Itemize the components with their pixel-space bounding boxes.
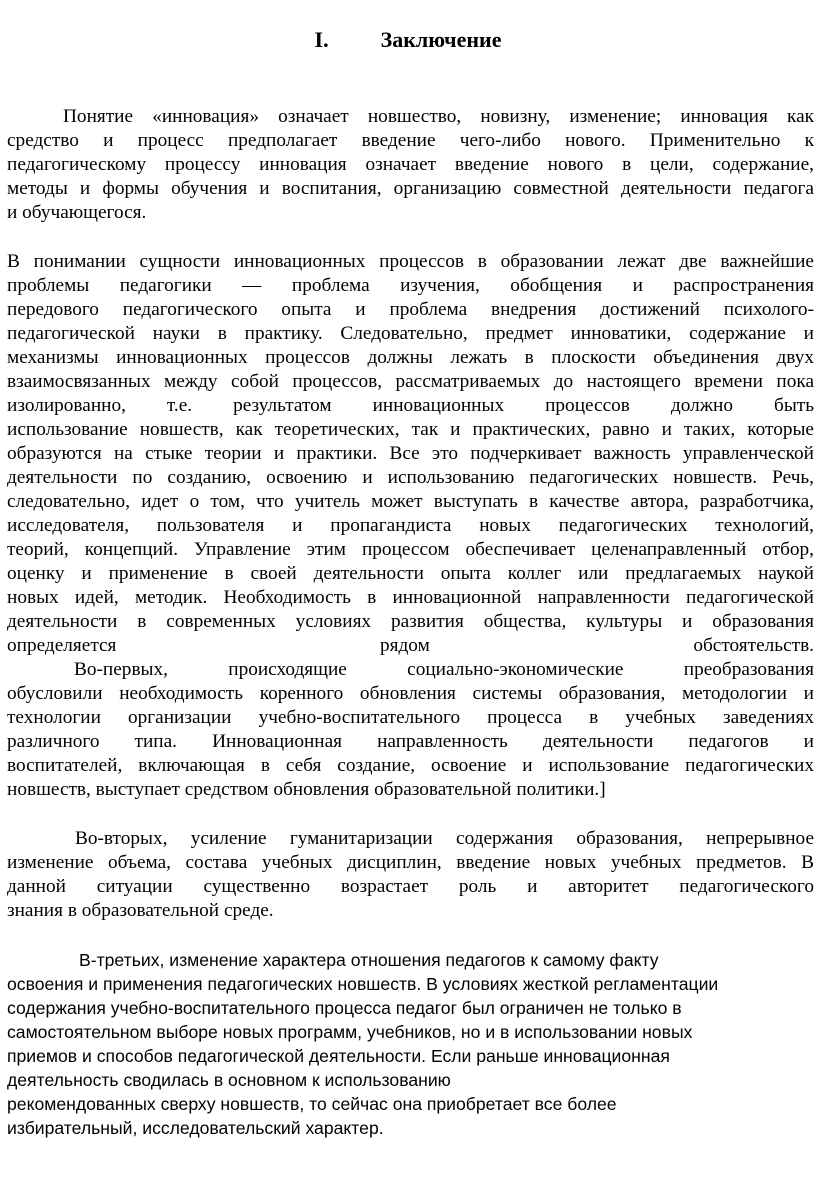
text-line: различного типа. Инновационная направленность деятельности педагогов и xyxy=(7,731,814,752)
text-line: технологии организации учебно-воспитательного процесса в учебных заведениях xyxy=(7,707,814,728)
text-line: механизмы инновационных процессов должны лежать в плоскости объединения двух xyxy=(7,347,814,368)
section-title: Заключение xyxy=(380,27,502,52)
text-line: новых идей, методик. Необходимость в инновационной направленности педагогической xyxy=(7,587,814,608)
text-line: деятельность сводилась в основном к использованию xyxy=(7,1070,451,1090)
text-line: передового педагогического опыта и проблема внедрения достижений психолого- xyxy=(7,299,814,320)
text-line: следовательно, идет о том, что учитель может выступать в качестве автора, разработчика, xyxy=(7,491,814,512)
text-line: и обучающегося. xyxy=(7,202,147,223)
text-line: избирательный, исследовательский характер. xyxy=(7,1118,384,1138)
text-line: приемов и способов педагогической деятельности. Если раньше инновационная xyxy=(7,1046,670,1066)
text-line: содержания учебно-воспитательного процесса педагог был ограничен не только в xyxy=(7,998,682,1018)
text-line: В-третьих, изменение характера отношения педагогов к самому факту xyxy=(79,950,659,970)
text-line: данной ситуации существенно возрастает роль и авторитет педагогического xyxy=(7,876,814,897)
text-line: методы и формы обучения и воспитания, организацию совместной деятельности педагога xyxy=(7,178,814,199)
text-line: исследователя, пользователя и пропагандиста новых педагогических технологий, xyxy=(7,515,814,536)
text-line: теорий, концепций. Управление этим процессом обеспечивает целенаправленный отбор, xyxy=(7,539,814,560)
text-line: использование новшеств, как теоретических, так и практических, равно и таких, которые xyxy=(7,419,814,440)
text-line: самостоятельном выборе новых программ, учебников, но и в использовании новых xyxy=(7,1022,693,1042)
text-line: обусловили необходимость коренного обновления системы образования, методологии и xyxy=(7,683,814,704)
text-line: новшеств, выступает средством обновления образовательной политики.] xyxy=(7,779,606,800)
text-line: Во-вторых, усиление гуманитаризации содержания образования, непрерывное xyxy=(75,828,814,849)
text-line: деятельности в современных условиях развития общества, культуры и образования xyxy=(7,611,814,632)
text-line: определяется рядом обстоятельств. xyxy=(7,635,814,656)
text-line: педагогическому процессу инновация означает введение нового в цели, содержание, xyxy=(7,154,814,175)
text-line: проблемы педагогики — проблема изучения, обобщения и распространения xyxy=(7,275,814,296)
text-line: воспитателей, включающая в себя создание, освоение и использование педагогических xyxy=(7,755,814,776)
text-line: освоения и применения педагогических новшеств. В условиях жесткой регламентации xyxy=(7,974,719,994)
text-line: изменение объема, состава учебных дисциплин, введение новых учебных предметов. В xyxy=(7,852,814,873)
text-line: знания в образовательной среде. xyxy=(7,900,274,921)
text-line: образуются на стыке теории и практики. Все это подчеркивает важность управленческой xyxy=(7,443,814,464)
text-line: средство и процесс предполагает введение чего-либо нового. Применительно к xyxy=(7,130,814,151)
text-line: Во-первых, происходящие социально-экономические преобразования xyxy=(74,659,814,680)
text-line: оценку и применение в своей деятельности опыта коллег или предлагаемых наукой xyxy=(7,563,814,584)
text-line: рекомендованных сверху новшеств, то сейчас она приобретает все более xyxy=(7,1094,617,1114)
text-line: деятельности по созданию, освоению и использованию педагогических новшеств. Речь, xyxy=(7,467,814,488)
section-heading xyxy=(0,26,816,54)
text-line: педагогической науки в практику. Следовательно, предмет инноватики, содержание и xyxy=(7,323,814,344)
text-line: взаимосвязанных между собой процессов, рассматриваемых до настоящего времени пока xyxy=(7,371,814,392)
text-line: В понимании сущности инновационных процессов в образовании лежат две важнейшие xyxy=(7,251,814,272)
text-line: Понятие «инновация» означает новшество, новизну, изменение; инновация как xyxy=(63,106,814,127)
section-number: I. xyxy=(314,27,329,52)
text-line: изолированно, т.е. результатом инновационных процессов должно быть xyxy=(7,395,814,416)
